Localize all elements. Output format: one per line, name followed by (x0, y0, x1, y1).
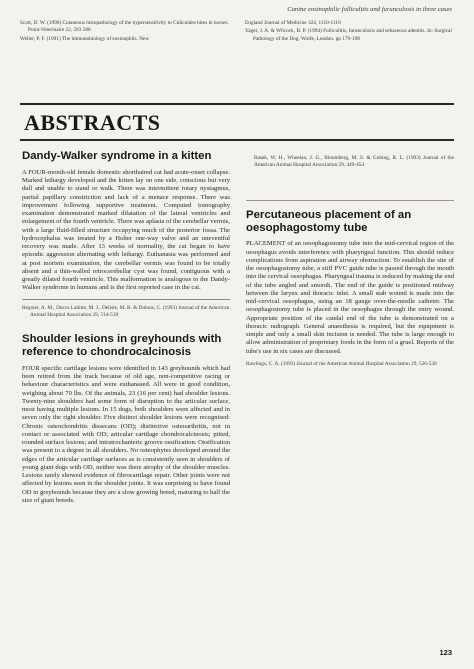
references-right-column (245, 20, 454, 72)
article-body-text: PLACEMENT of an oesophagostomy tube into the mid-cervical region of the oesophagus avoids interference with pharyngeal function. This should reduce complications from aspiration and airway obstruction. To establish the site of the oesophagostomy tube, a stiff PVC guide tube is passed through the mouth into the cervical oesophagus. Pharyngeal trauma is reduced by making the end of the tube angled and smooth. The end of the guide is positioned midway between the larynx and thoracic inlet. A small stab wound is made into the mid-cervical oesophagus, using an 18 gauge over-the-needle catheter. The oesophagostomy tube is placed in the oesophagus through the entry wound. Appropriate position of the caudal end of the tube is demonstrated on a thoracic radiograph. General anaesthesia is required, but the equipment is simple and only a small skin incision is needed. The tube is large enough to allow administration of proprietary foods in the form of a gruel. Reports of the tube's use in six cases are discussed. (246, 240, 454, 355)
article-title: Percutaneous placement of an oesophagostomy tube (246, 208, 412, 234)
article-body (22, 169, 230, 293)
article-body (246, 240, 454, 356)
right-column (246, 150, 454, 635)
article-citation: Rawlings, C. A. (1993) Journal of the American Animal Hospital Association 29, 526-530 (246, 360, 437, 367)
section-rule-top (20, 103, 454, 105)
reference-entry: Yager, J. A. & Wilcock, B. P. (1994) Folliculitis, furunculosis and sebaceous adenitis. In: Surgical Pathology of the Dog. Wolfe, London. pp 179-198 (245, 28, 452, 42)
reference-entry: Scott, D. W. (1990) Cutaneous histopathology of the hypersensitivity to Culicoides bites in horses. Point-Veterinaire 22, 583 588 (20, 20, 229, 34)
reference-entry: Weller, P. F. (1991) The immunobiology of eosinophils. New (20, 35, 150, 42)
article-oesophagostomy (246, 200, 454, 369)
article-shoulder-lesions (22, 333, 230, 505)
article-body-text: A FOUR-month-old female domestic shorthaired cat had acute-onset collapse. Marked lethargy developed and the kitten lay on one side, conscious but very dull and unable to stand or walk. There was intermittent rotary nystagmus, partial papillary constriction and lack of a menace response. There was improvement following supportive treatment. Computed tomography examination demonstrated marked dilatation of the lateral ventricles and enlargement of the fourth ventricle. There was aplasia of the cerebellar vermis, with a large fluid-filled structure occupying much of the posterior fossa. The hydrocephalus was treated by a Holter one-way valve and an uneventful recovery was made. After 13 weeks of normality, the cat began to have episodic aggression alternating with lethargy. Euthanasia was performed and at post mortem examination, the cerebellar vermis was found to be totally absent and a thin-walled retrocerebellar cyst was found, contiguous with a greatly dilated fourth ventricle. This malformation is analogous to the Dandy-Walker syndrome in humans and is the first reported case in the cat. (22, 168, 230, 292)
article-dandy-walker (22, 150, 230, 319)
left-column (22, 150, 230, 654)
article-gap (246, 170, 454, 200)
article-body (22, 365, 230, 505)
article-gap (22, 319, 230, 333)
references-block (20, 20, 454, 72)
article-citation: Rasek, W. H., Wheelan, J. G., Bloomberg, M. S. & Gobing, R. L. (1993) Journal of the American Animal Hospital Association 29, 449-454 (254, 155, 454, 169)
article-title: Shoulder lesions in greyhounds with reference to chondrocalcinosis (22, 333, 222, 359)
citation-divider (22, 299, 230, 300)
article-body-text: FOUR specific cartilage lesions were identified in 143 greyhounds which had been retired from the track because of old age, non-competitive racing or behaviour characteristics and were euthanased. All were in good condition, weighing about 70 lbs. Of the animals, 23 (16 per cent) had shoulder lesions. Twenty-nine shoulders had some form of disruption to the articular surface, most having multiple lesions. In 15 dogs, both shoulders were affected and in seven only the right shoulder. Five distinct shoulder lesions were recognised: Chronic osteochondritis dissecans (OD); distinctive osteoarthritis, not in contact or associated with OD; articular cartilage chondrocalcinosis; pitted, rounded surface lesions; and intratrochanteric groove ossification. Ossification was present to a degree in all shoulders. No osteophytes developed around the edges of the articular cartilage surfaces as is consistently seen in shoulders of young giant dogs with OD, neither was there atrophy of the shoulder muscles. Lesions rarely showed evidence of fibrocartilage repair. Other joints were not affected by lesions seen in the shoulder joints. It was surprising to have found OD in greyhounds because they are a slow growing breed, maturing to half the size of giant breeds. (22, 364, 230, 504)
section-title: ABSTRACTS (24, 110, 161, 135)
article-title: Dandy-Walker syndrome in a kitten (22, 150, 212, 162)
references-left-column (20, 20, 229, 72)
page-number: 123 (439, 648, 452, 657)
running-head: Canine eosinophilic folliculitis and furunculosis in three cases (287, 6, 452, 13)
reference-entry: England Journal of Medicine 324, 1110-1118 (245, 20, 341, 26)
section-rule-bottom (20, 139, 454, 141)
article-body-continued (246, 155, 454, 170)
article-citation: Regnier, A. M., Ducos Lahitte, M. J., Delisle, M. B. & Dubois, C. (1993) Journal of the American Animal Hospital Association 29, 514-518 (22, 304, 230, 318)
